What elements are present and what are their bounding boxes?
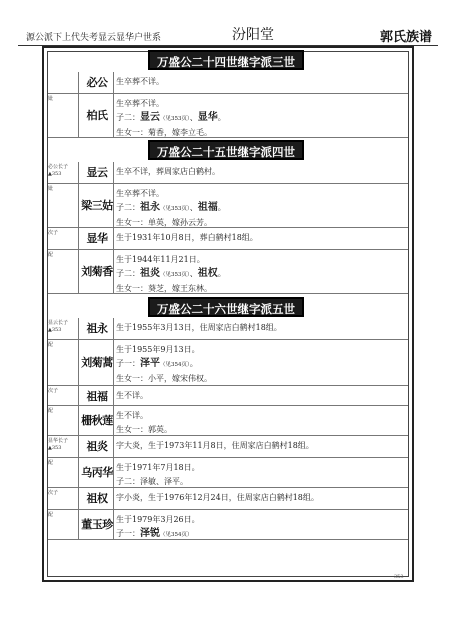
children-prefix: 子一： — [116, 529, 140, 538]
person-name: 祖炎 — [86, 440, 108, 453]
person-description — [116, 187, 406, 230]
name-cell — [78, 162, 114, 183]
name-cell — [78, 184, 114, 227]
relation-note: 配 — [48, 342, 54, 348]
name-cell — [78, 228, 114, 249]
table-row — [48, 510, 408, 540]
description-line — [116, 527, 406, 542]
description-line: 字小炎，生于1976年12月24日，住周家店白鹤村18组。 — [116, 493, 319, 502]
name-cell — [78, 406, 114, 435]
page-reference: （见354页） — [160, 532, 193, 538]
person-name: 柏氏 — [86, 109, 108, 122]
page-reference: （见353页） — [160, 272, 190, 278]
description-line: 生女一：单英，嫁孙云芳。 — [116, 218, 212, 227]
relation-note: 配 — [48, 252, 54, 258]
table-row — [48, 318, 408, 340]
generation-header: 万盛公二十五世继字派四世 — [148, 140, 304, 160]
person-name: 刘菊香 — [81, 265, 113, 278]
description-line: 生卒不详，葬周家店白鹤村。 — [116, 167, 220, 176]
description-line: 生女一：葵芝，嫁王东林。 — [116, 284, 212, 293]
person-description — [116, 461, 406, 489]
name-cell — [78, 250, 114, 293]
person-description — [116, 343, 406, 386]
relation-note: 妣 — [48, 96, 54, 102]
child-name: 祖炎 — [140, 268, 160, 279]
separator: 、 — [189, 203, 198, 212]
person-name: 祖权 — [86, 492, 108, 505]
table-row — [48, 340, 408, 386]
person-description — [116, 439, 406, 453]
generation-header: 万盛公二十六世继字派五世 — [148, 297, 304, 317]
child-name: 祖永 — [140, 202, 160, 213]
page-header — [18, 14, 438, 45]
children-prefix: 子一： — [116, 359, 140, 368]
table-row — [48, 406, 408, 436]
description-line: 生女一：菊香，嫁李立毛。 — [116, 128, 212, 137]
description-line — [116, 267, 406, 282]
relation-note: 次子 — [48, 490, 59, 496]
name-cell — [78, 488, 114, 509]
person-description — [116, 97, 406, 140]
description-line: 生于1944年11月21日。 — [116, 255, 205, 264]
name-cell — [78, 458, 114, 487]
person-name: 显华 — [86, 232, 108, 245]
line-end: 。 — [189, 359, 198, 368]
book-title: 郭氏族谱 — [379, 30, 432, 45]
name-cell — [78, 340, 114, 385]
table-row — [48, 386, 408, 406]
description-line: 生女一：郭英。 — [116, 425, 172, 434]
description-line: 生于1971年7月18日。 — [116, 463, 200, 472]
relation-note: 显云长子 ▲353 — [48, 320, 69, 333]
person-description — [116, 409, 406, 437]
name-cell — [78, 386, 114, 405]
separator: 、 — [189, 269, 198, 278]
description-line: 字大炎，生于1973年11月8日，住周家店白鹤村18组。 — [116, 441, 314, 450]
name-cell — [78, 318, 114, 339]
description-line: 生于1955年3月13日，住周家店白鹤村18组。 — [116, 323, 282, 332]
person-name: 董玉珍 — [81, 518, 113, 531]
page-reference: （见353页） — [160, 206, 190, 212]
table-row — [48, 162, 408, 184]
description-line: 生不详。 — [116, 391, 148, 400]
name-cell — [78, 94, 114, 137]
series-title: 源公派下上代失考显云显华户世系 — [26, 33, 162, 43]
description-line: 生女一：小平，嫁宋伟权。 — [116, 374, 212, 383]
person-name: 乌丙华 — [81, 466, 113, 479]
description-line: 生不详。 — [116, 411, 148, 420]
generation-header: 万盛公二十四世继字派三世 — [148, 50, 304, 70]
name-cell — [78, 510, 114, 539]
child-name: 泽锐 — [140, 528, 160, 539]
table-row — [48, 72, 408, 94]
child-name: 显华 — [197, 112, 218, 123]
relation-note: 次子 — [48, 388, 59, 394]
table-row — [48, 458, 408, 488]
person-name: 必公 — [86, 76, 108, 89]
description-line: 生于1955年9月13日。 — [116, 345, 200, 354]
page-reference: （见354页） — [160, 362, 190, 368]
separator: 、 — [189, 113, 198, 122]
person-name: 显云 — [86, 166, 108, 179]
hall-name: 汾阳堂 — [232, 27, 274, 43]
person-description — [116, 491, 406, 505]
page-number: 353 — [394, 574, 404, 580]
child-name: 祖福 — [197, 202, 218, 213]
children-prefix: 子二： — [116, 269, 140, 278]
description-line — [116, 201, 406, 216]
person-description — [116, 75, 406, 89]
child-name: 泽平 — [140, 358, 160, 369]
description-line: 子二：泽敏、泽平。 — [116, 477, 188, 486]
name-cell — [78, 436, 114, 457]
person-description — [116, 231, 406, 245]
person-name: 祖福 — [86, 390, 108, 403]
relation-note: 配 — [48, 460, 54, 466]
table-row — [48, 436, 408, 458]
line-end: 。 — [217, 269, 226, 278]
relation-note: 显华长子 ▲353 — [48, 438, 69, 451]
relation-note: 必公长子 ▲353 — [48, 164, 69, 177]
person-name: 刘菊蒿 — [81, 356, 113, 369]
description-line: 生卒葬不详。 — [116, 77, 164, 86]
description-line — [116, 111, 406, 126]
person-description — [116, 321, 406, 335]
relation-note: 次子 — [48, 230, 59, 236]
relation-note: 配 — [48, 512, 54, 518]
name-cell — [78, 72, 114, 93]
table-row — [48, 228, 408, 250]
table-row — [48, 250, 408, 294]
child-name: 祖权 — [197, 268, 218, 279]
person-name: 祖永 — [86, 322, 108, 335]
child-name: 显云 — [140, 112, 160, 123]
person-description — [116, 513, 406, 542]
person-name: 栅秋莲 — [81, 414, 113, 427]
description-line: 生卒葬不详。 — [116, 99, 164, 108]
person-name: 梁三姑 — [81, 199, 113, 212]
table-row — [48, 488, 408, 510]
relation-note: 妣 — [48, 186, 54, 192]
children-prefix: 子二： — [116, 203, 140, 212]
person-description — [116, 253, 406, 296]
person-description — [116, 389, 406, 403]
line-end: 。 — [217, 203, 226, 212]
children-prefix: 子二： — [116, 113, 140, 122]
line-end: 。 — [217, 113, 226, 122]
table-row — [48, 94, 408, 138]
table-row — [48, 184, 408, 228]
description-line: 生于1979年3月26日。 — [116, 515, 200, 524]
person-description — [116, 165, 406, 179]
relation-note: 配 — [48, 408, 54, 414]
page-reference: （见353页） — [160, 116, 190, 122]
description-line: 生于1931年10月8日，葬白鹤村18组。 — [116, 233, 258, 242]
description-line: 生卒葬不详。 — [116, 189, 164, 198]
description-line — [116, 357, 406, 372]
